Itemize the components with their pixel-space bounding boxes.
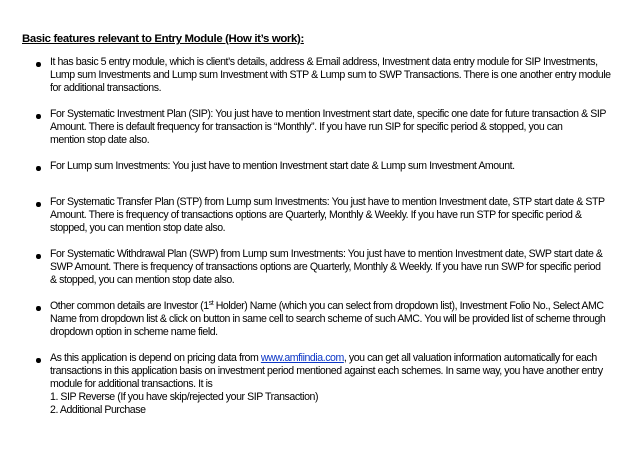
text-line — [50, 300, 604, 313]
bullet-icon — [36, 166, 41, 171]
text-line: module for additional transactions. It is — [50, 378, 213, 390]
text-line: dropdown option in scheme name field. — [50, 326, 218, 338]
text-line: For Systematic Investment Plan (SIP): You just have to mention Investment start date, specific one date for future transaction & SIP — [50, 108, 606, 120]
bullet-icon — [36, 254, 41, 259]
text-line: 2. Additional Purchase — [50, 404, 146, 416]
text-line: mention stop date also. — [50, 134, 150, 146]
text-line: SWP Amount. There is frequency of transactions options are Quarterly, Monthly & Weekly. If you have run SWP for specific period — [50, 261, 601, 273]
section-heading: Basic features relevant to Entry Module (How it’s work): — [22, 33, 304, 45]
text-fragment: As this application is depend on pricing data from — [50, 352, 261, 364]
text-line: Amount. There is default frequency for transaction is “Monthly”. If you have run SIP for specific period & stopped, you can — [50, 121, 563, 133]
text-line: stopped, you can mention stop date also. — [50, 222, 226, 234]
text-line: transactions in this application basis on investment period mentioned against each schemes. In same way, you have another entry — [50, 365, 603, 377]
text-line: Name from dropdown list & click on button in same cell to search scheme of such AMC. You will be provided list of scheme through — [50, 313, 606, 325]
text-line: For Systematic Withdrawal Plan (SWP) from Lump sum Investments: You just have to mention Investment date, SWP start date & — [50, 248, 603, 260]
text-line: For Lump sum Investments: You just have to mention Investment start date & Lump sum Investment Amount. — [50, 160, 515, 172]
bullet-icon — [36, 114, 41, 119]
superscript: st — [208, 300, 214, 307]
bullet-icon — [36, 358, 41, 363]
bullet-icon — [36, 62, 41, 67]
text-fragment: Holder) Name (which you can select from dropdown list), Investment Folio No., Select AMC — [213, 300, 604, 312]
text-line: Amount. There is frequency of transactions options are Quarterly, Monthly & Weekly. If you have run STP for specific period & — [50, 209, 582, 221]
text-line: 1. SIP Reverse (If you have skip/rejected your SIP Transaction) — [50, 391, 319, 403]
bullet-icon — [36, 306, 41, 311]
text-line — [50, 352, 597, 365]
text-line: for additional transactions. — [50, 82, 162, 94]
bullet-icon — [36, 202, 41, 207]
text-fragment: , you can get all valuation information automatically for each — [343, 352, 597, 364]
text-line: & stopped, you can mention stop date also. — [50, 274, 235, 286]
text-fragment: Other common details are Investor (1 — [50, 300, 209, 312]
amfi-website-link[interactable]: www.amfiindia.com — [260, 352, 344, 364]
text-line: Lump sum Investments and Lump sum Investment with STP & Lump sum to SWP Transactions. There is one another entry module — [50, 69, 611, 81]
text-line: For Systematic Transfer Plan (STP) from Lump sum Investments: You just have to mention Investment date, STP start date & STP — [50, 196, 605, 208]
text-line: It has basic 5 entry module, which is client’s details, address & Email address, Investment data entry module for SIP Investments, — [50, 56, 598, 68]
